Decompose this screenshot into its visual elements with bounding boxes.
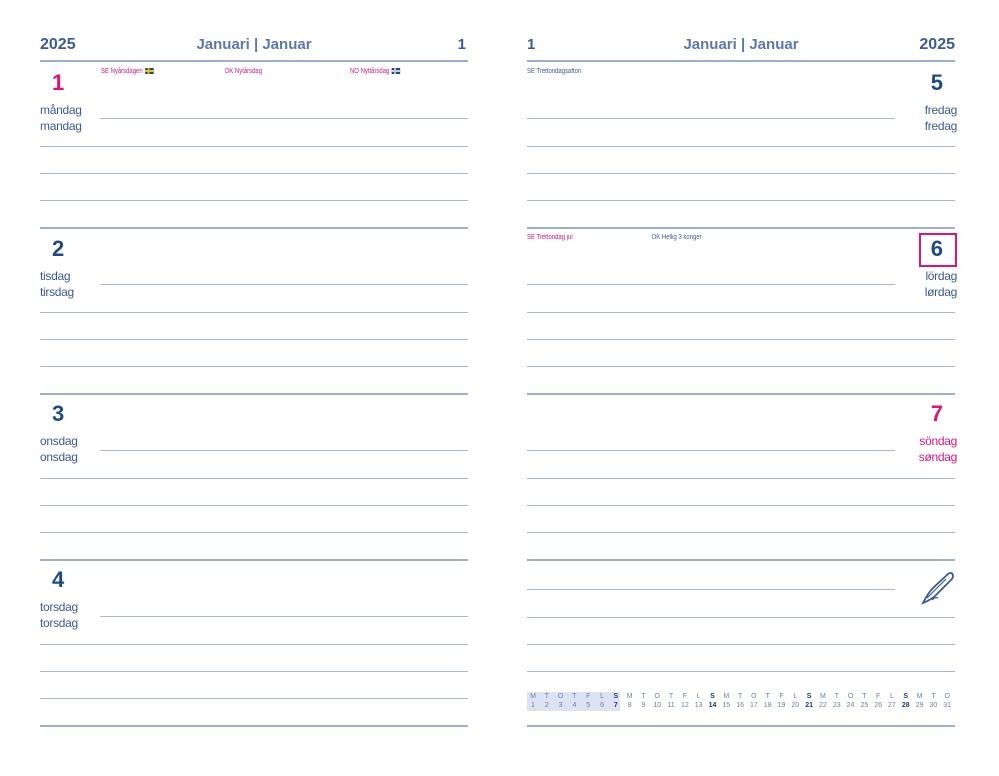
date-number: 13 — [694, 702, 703, 709]
day-separator — [527, 559, 955, 561]
date-number: 24 — [846, 702, 855, 709]
date-number: 10 — [653, 702, 662, 709]
day-number-3: 3 — [52, 401, 65, 426]
mini-calendar-day — [637, 692, 649, 710]
date-number: 9 — [641, 702, 646, 709]
month-title: Januari | Januar — [196, 36, 312, 53]
day-number-4: 4 — [52, 567, 65, 592]
day-name-7: söndag søndag — [918, 434, 957, 464]
weekday-letter: T — [862, 693, 867, 700]
writing-line — [40, 200, 468, 201]
weekday-letter: S — [613, 693, 619, 700]
mini-calendar-day — [858, 692, 870, 710]
date-number: 4 — [572, 702, 577, 709]
day-separator — [527, 227, 955, 229]
mini-calendar-day — [706, 692, 718, 710]
holiday-se: SE Nyårsdagen — [101, 68, 154, 75]
date-number: 11 — [667, 702, 675, 709]
weekday-letter: O — [944, 693, 950, 700]
header-rule — [527, 60, 955, 62]
mini-calendar-day — [900, 692, 912, 710]
date-number: 17 — [749, 702, 758, 709]
day-number-1: 1 — [52, 70, 65, 95]
right-page — [527, 0, 957, 776]
mini-calendar-day — [789, 692, 801, 710]
mini-calendar-day — [624, 692, 636, 710]
weekday-letter: L — [696, 693, 701, 700]
weekday-letter: M — [626, 693, 633, 700]
mini-calendar-day — [886, 692, 898, 710]
mini-calendar — [527, 692, 955, 712]
notes-line — [527, 589, 895, 590]
holiday-dk: DK Nytårsdag — [225, 68, 263, 75]
weekday-letter: M — [530, 693, 536, 700]
writing-line — [527, 478, 955, 479]
date-number: 8 — [627, 702, 632, 709]
writing-line — [40, 478, 468, 479]
right-header — [527, 36, 955, 58]
left-page — [40, 0, 470, 776]
writing-line — [40, 366, 468, 367]
day-name-3: onsdag onsdag — [40, 434, 78, 464]
writing-line — [40, 644, 468, 645]
weekday-letter: S — [710, 693, 715, 700]
mini-calendar-day — [748, 692, 760, 710]
day-name-6: lördag lørdag — [924, 269, 957, 299]
date-number: 16 — [736, 702, 744, 709]
writing-line — [100, 118, 468, 119]
mini-calendar-day — [776, 692, 788, 710]
date-number: 3 — [558, 702, 563, 709]
weekday-letter: S — [806, 693, 812, 700]
writing-line — [527, 505, 955, 506]
day-separator — [527, 393, 955, 395]
day-separator — [40, 393, 468, 395]
date-number: 12 — [680, 702, 689, 709]
mini-calendar-day — [527, 692, 539, 710]
mini-calendar-day — [665, 692, 677, 710]
writing-line — [100, 616, 468, 617]
mini-calendar-day — [582, 692, 594, 710]
mini-calendar-day — [555, 692, 567, 710]
weekday-letter: L — [793, 693, 798, 700]
day-name-2: tisdag tirsdag — [40, 269, 74, 299]
date-number: 2 — [544, 702, 549, 709]
date-number: 6 — [600, 702, 604, 709]
mini-calendar-day — [679, 692, 691, 710]
weekday-letter: M — [916, 693, 923, 700]
date-number: 5 — [586, 702, 591, 709]
day-number-5: 5 — [930, 70, 943, 95]
date-number: 26 — [874, 702, 883, 709]
weekday-letter: L — [600, 693, 604, 700]
mini-calendar-day — [541, 692, 553, 710]
day-number-6: 6 — [930, 236, 943, 261]
mini-calendar-day — [927, 692, 939, 710]
weekday-letter: T — [544, 693, 549, 700]
year: 2025 — [40, 36, 76, 53]
day-name-5: fredag fredag — [924, 103, 957, 133]
weekday-letter: O — [654, 693, 660, 700]
mini-calendar-day — [610, 692, 622, 710]
left-header — [40, 36, 468, 58]
writing-line — [527, 532, 955, 533]
writing-line — [527, 118, 895, 119]
mini-calendar-day — [817, 692, 829, 710]
no-flag-icon — [392, 68, 401, 74]
holiday-no: NO Nyttårsdag — [350, 68, 400, 75]
mini-calendar-day — [568, 692, 580, 710]
day-name-4: torsdag torsdag — [40, 600, 78, 630]
weekday-letter: F — [586, 693, 591, 700]
writing-line — [527, 450, 895, 451]
date-number: 29 — [915, 702, 924, 709]
writing-line — [40, 173, 468, 174]
writing-line — [527, 312, 955, 313]
day-number-2: 2 — [52, 236, 65, 261]
day-separator — [40, 559, 468, 561]
writing-line — [40, 505, 468, 506]
weekday-letter: F — [682, 693, 687, 700]
writing-line — [527, 173, 955, 174]
mini-calendar-day — [941, 692, 953, 710]
date-number: 19 — [777, 702, 786, 709]
writing-line — [40, 312, 468, 313]
holiday-se-eve: SE Trettondagsafton — [527, 68, 582, 75]
month-title: Januari | Januar — [683, 36, 799, 53]
notes-line — [527, 644, 955, 645]
date-number: 15 — [722, 702, 731, 709]
weekday-letter: T — [668, 693, 674, 700]
mini-calendar-day — [651, 692, 663, 710]
se-flag-icon — [145, 68, 154, 74]
writing-line — [527, 366, 955, 367]
day-number-7: 7 — [930, 401, 943, 426]
week-number: 1 — [527, 36, 536, 53]
writing-line — [100, 450, 468, 451]
mini-calendar-day — [720, 692, 732, 710]
mini-calendar-day — [803, 692, 815, 710]
weekday-letter: T — [931, 693, 936, 700]
weekday-letter: M — [820, 693, 826, 700]
writing-line — [40, 532, 468, 533]
date-number: 18 — [763, 702, 772, 709]
header-rule — [40, 60, 468, 62]
writing-line — [40, 671, 468, 672]
weekday-letter: O — [847, 693, 854, 700]
weekday-letter: F — [779, 693, 784, 700]
weekday-letter: F — [876, 693, 881, 700]
notes-line — [527, 671, 955, 672]
mini-calendar-day — [914, 692, 926, 710]
weekday-letter: O — [751, 693, 757, 700]
day-separator — [40, 227, 468, 229]
date-number: 27 — [888, 702, 896, 709]
date-number: 20 — [791, 702, 800, 709]
date-number: 30 — [929, 702, 938, 709]
weekday-letter: T — [737, 693, 743, 700]
weekday-letter: M — [723, 693, 730, 700]
date-number: 23 — [832, 702, 841, 709]
writing-line — [40, 339, 468, 340]
date-number: 22 — [819, 702, 827, 709]
weekday-letter: T — [765, 693, 770, 700]
mini-calendar-day — [872, 692, 884, 710]
mini-calendar-day — [845, 692, 857, 710]
writing-line — [100, 284, 468, 285]
date-number: 7 — [613, 702, 618, 709]
weekday-letter: T — [572, 693, 577, 700]
pen-icon — [917, 567, 957, 607]
mini-calendar-day — [831, 692, 843, 710]
writing-line — [40, 146, 468, 147]
writing-line — [527, 339, 955, 340]
date-number: 31 — [943, 702, 952, 709]
date-number: 25 — [860, 702, 869, 709]
mini-calendar-day — [693, 692, 705, 710]
mini-calendar-day — [762, 692, 774, 710]
weekday-letter: S — [903, 693, 909, 700]
holiday-dk: DK Hellig 3 konger — [652, 234, 702, 241]
writing-line — [527, 146, 955, 147]
weekday-letter: L — [890, 693, 894, 700]
writing-line — [527, 200, 955, 201]
weekday-letter: O — [557, 693, 564, 700]
date-number: 1 — [531, 702, 535, 709]
day-name-1: måndag mandag — [40, 103, 82, 133]
notes-line — [527, 617, 955, 618]
holiday-se: SE Trettondag jul — [527, 234, 573, 241]
mini-calendar-day — [734, 692, 746, 710]
week-number: 1 — [457, 36, 466, 53]
year: 2025 — [919, 36, 955, 53]
day-separator — [527, 725, 955, 727]
date-number: 28 — [901, 702, 910, 709]
date-number: 14 — [708, 702, 717, 709]
writing-line — [527, 284, 895, 285]
weekday-letter: T — [641, 693, 646, 700]
weekday-letter: T — [834, 693, 839, 700]
day-separator — [40, 725, 468, 727]
writing-line — [40, 698, 468, 699]
date-number: 21 — [805, 702, 814, 709]
mini-calendar-day — [596, 692, 608, 710]
